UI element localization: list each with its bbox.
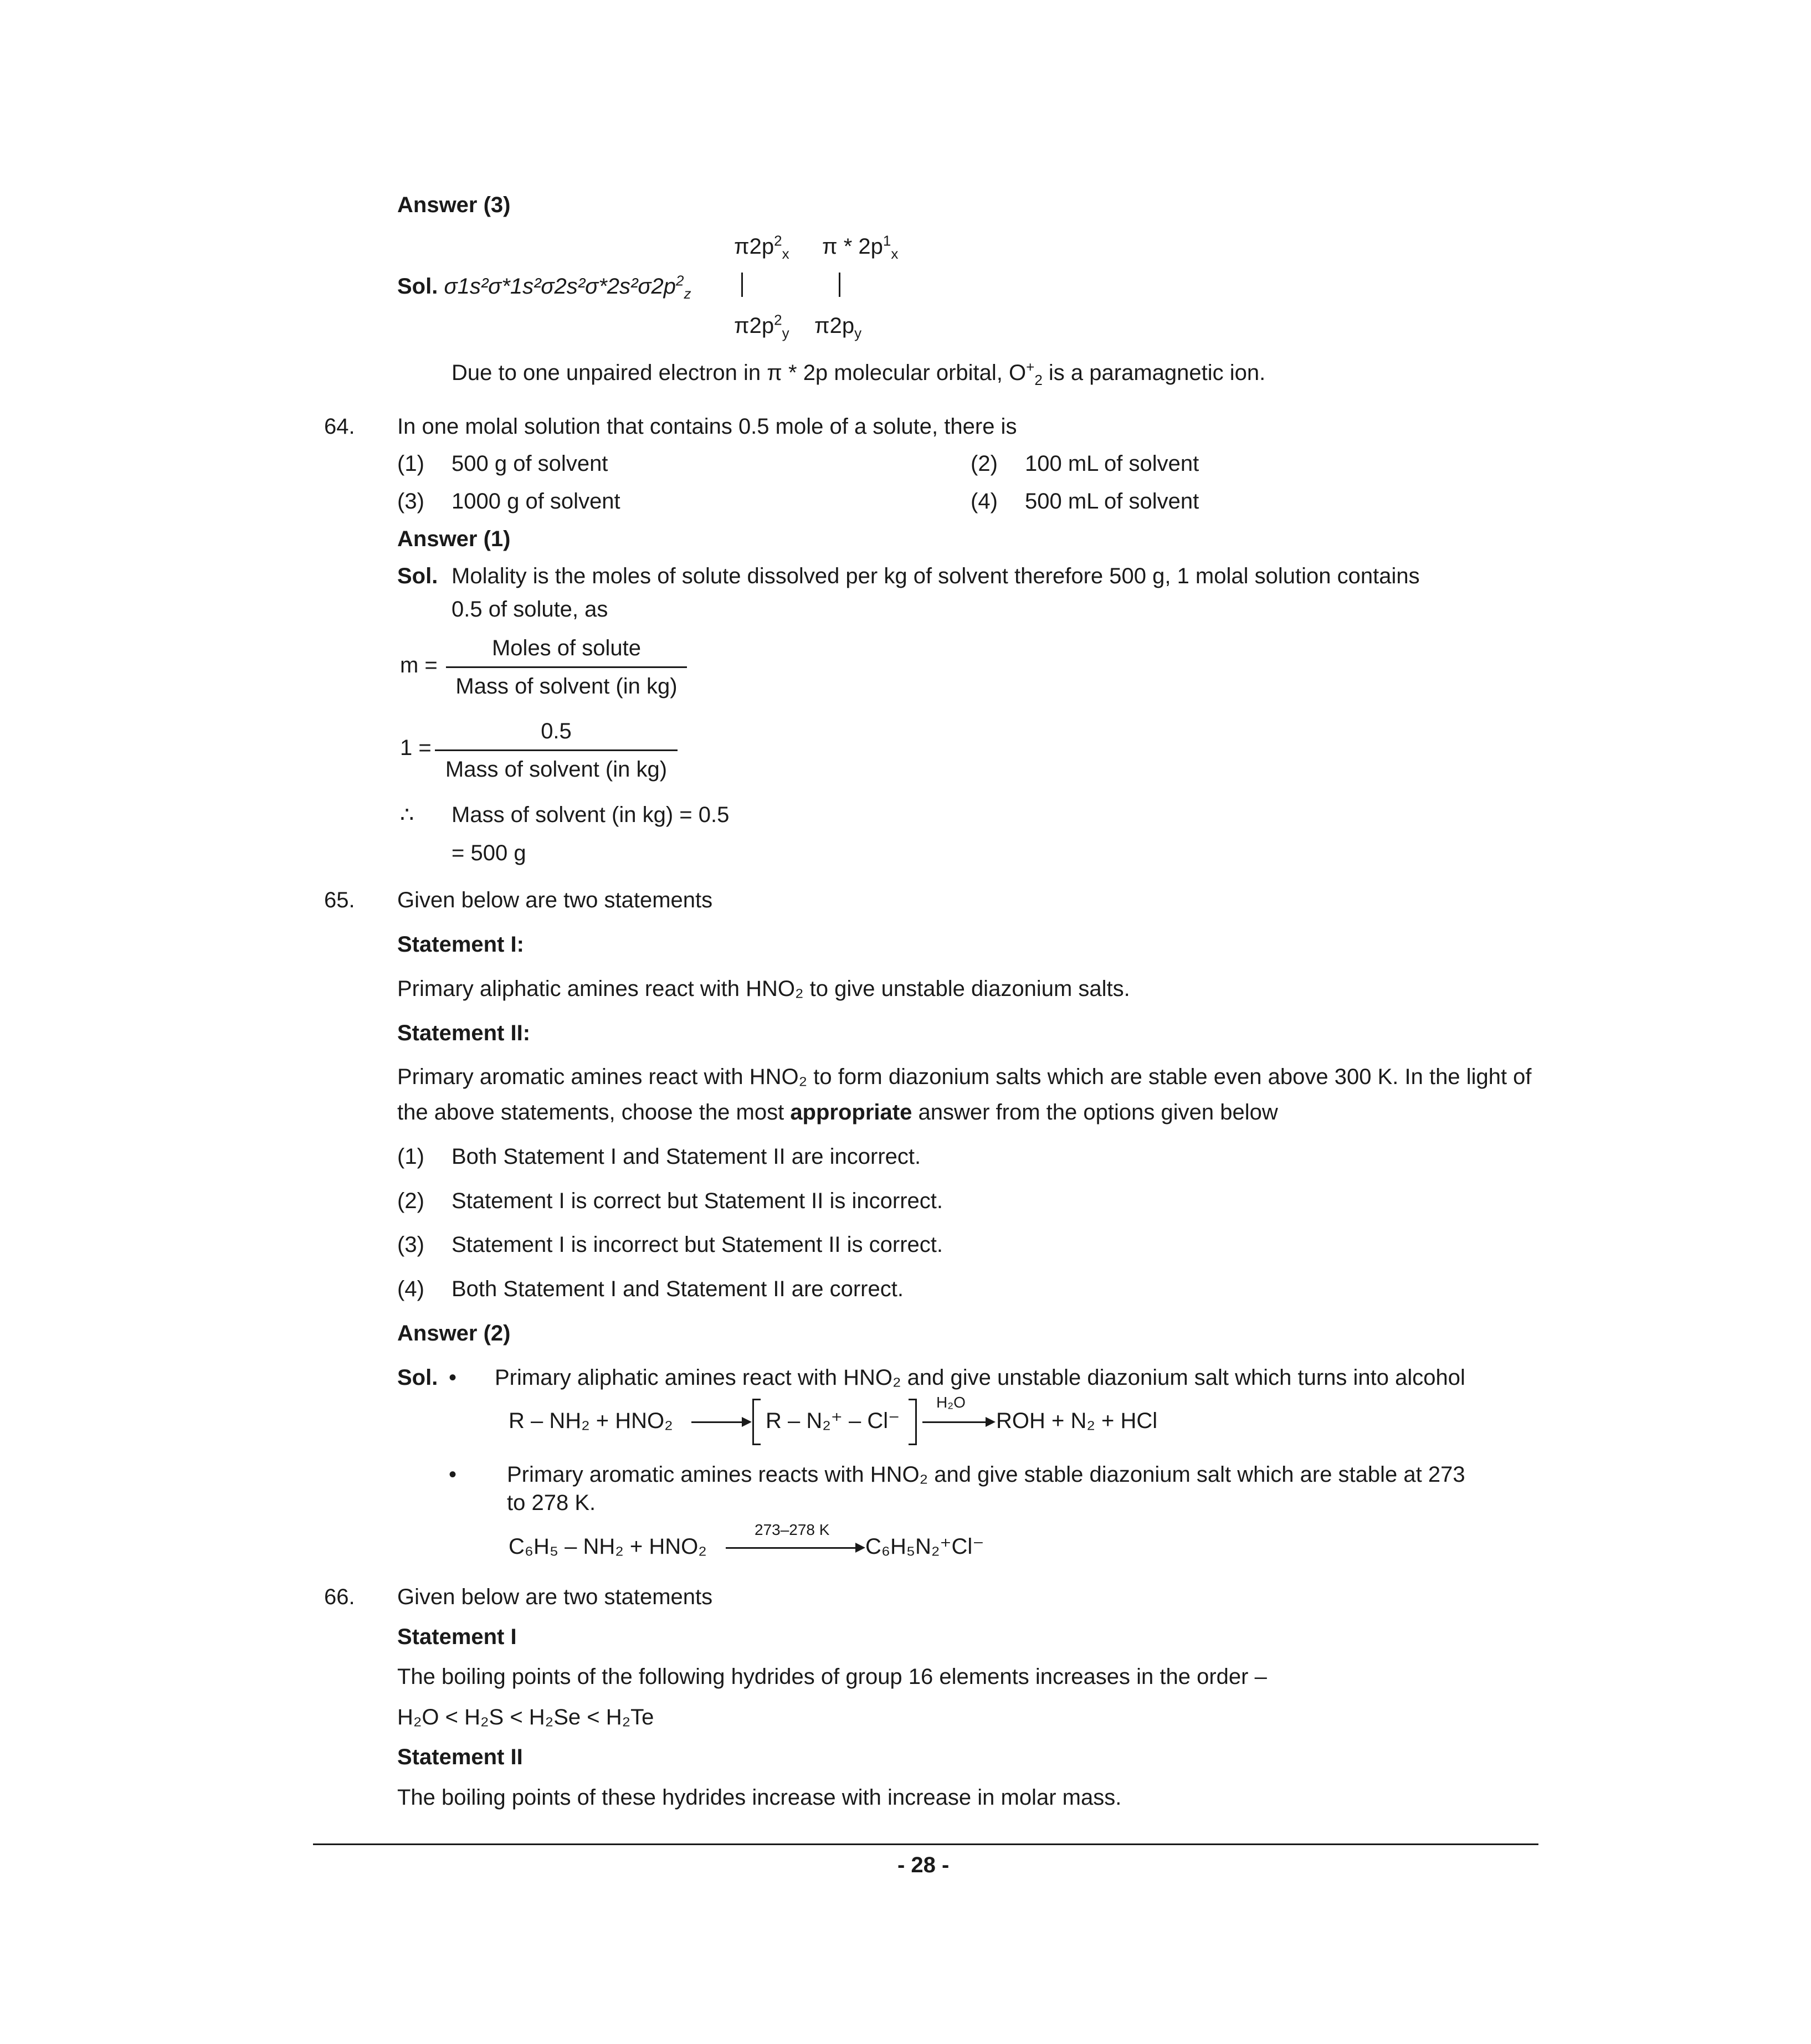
q64-option-3-text: 1000 g of solvent [452, 489, 620, 513]
reaction-1-arrow-2 [922, 1421, 993, 1423]
eq1-lhs: m = [400, 653, 438, 677]
molality-fraction: Moles of solute Mass of solvent (in kg) [446, 634, 687, 700]
reaction-2-reactants: C₆H₅ – NH₂ + HNO₂ [509, 1534, 707, 1559]
reaction-2-product: C₆H₅N₂⁺Cl⁻ [865, 1534, 984, 1559]
q63-pi-x: $\pi 2p^2_x$ [734, 232, 789, 262]
q65-option-2-text: Statement I is correct but Statement II is incorrect. [452, 1189, 943, 1213]
q66-statement-2-label: Statement II [397, 1745, 523, 1769]
reaction-2-arrow [726, 1547, 863, 1549]
footer-rule [313, 1843, 1538, 1845]
q66-statement-1-text: The boiling points of the following hydrides of group 16 elements increases in the order – [397, 1665, 1267, 1689]
q66-hydride-order: H₂O < H₂S < H₂Se < H₂Te [397, 1705, 654, 1729]
q64-option-4-text: 500 mL of solvent [1025, 489, 1199, 513]
reaction-1-products: ROH + N₂ + HCl [996, 1409, 1158, 1433]
q65-option-3-text: Statement I is incorrect but Statement II is correct. [452, 1232, 943, 1257]
q65-bullet-2b: to 278 K. [507, 1491, 596, 1515]
q65-option-1-text: Both Statement I and Statement II are incorrect. [452, 1144, 921, 1169]
q65-option-1: (1) [397, 1144, 424, 1169]
mo-bar-2 [839, 273, 840, 297]
reaction-1-arrow-1 [691, 1421, 750, 1423]
bracket-right [909, 1399, 917, 1445]
q65-option-3: (3) [397, 1232, 424, 1257]
molality-fraction-values: 0.5 Mass of solvent (in kg) [435, 717, 678, 783]
q65-option-2: (2) [397, 1189, 424, 1213]
reaction-1-condition: H₂O [936, 1394, 966, 1411]
q63-sol: Sol. $\sigma 1s^2\sigma*1s^2\sigma 2s^2\sigma*2s^2\sigma 2p^2_z$ [397, 272, 691, 302]
q63-pi-y2: $\pi 2p_y$ [814, 314, 862, 341]
o2-plus-ion: $O^+_2$ [1009, 358, 1043, 388]
reaction-2-condition: 273–278 K [755, 1521, 830, 1538]
q63-answer: Answer (3) [397, 193, 511, 217]
q65-statement-1-label: Statement I: [397, 932, 524, 957]
q64-option-4: (4) [971, 489, 998, 513]
q63-note: Due to one unpaired electron in π * 2p molecular orbital, $O^+_2$ is a paramagnetic ion. [452, 358, 1266, 388]
q64-result-1: Mass of solvent (in kg) = 0.5 [452, 803, 730, 827]
q64-number: 64. [324, 414, 355, 439]
reaction-1-reactants: R – NH₂ + HNO₂ [509, 1409, 673, 1433]
q65-option-4: (4) [397, 1277, 424, 1301]
q64-sol-label: Sol. [397, 564, 438, 588]
q65-statement-1-text: Primary aliphatic amines react with HNO₂ to give unstable diazonium salts. [397, 977, 1130, 1001]
reaction-1-intermediate: R – N₂⁺ – Cl⁻ [766, 1409, 900, 1433]
q65-sol-label: Sol. [397, 1365, 438, 1390]
q64-option-1-text: 500 g of solvent [452, 451, 608, 476]
eq2-lhs: 1 = [400, 736, 432, 760]
bullet-icon: • [449, 1462, 457, 1487]
therefore-symbol: ∴ [400, 803, 414, 827]
q65-option-4-text: Both Statement I and Statement II are correct. [452, 1277, 904, 1301]
q65-bullet-2a: Primary aromatic amines reacts with HNO₂ and give stable diazonium salt which are stable at 273 [507, 1462, 1465, 1487]
q64-option-2: (2) [971, 451, 998, 476]
mo-bar-1 [741, 273, 743, 297]
q65-statement-2-text: Primary aromatic amines react with HNO₂ to form diazonium salts which are stable even above 300 K. In the light of the above statements, choose the most appropriate answer from the options given below [397, 1065, 1532, 1124]
q65-number: 65. [324, 888, 355, 912]
bracket-left [752, 1399, 761, 1445]
q65-answer: Answer (2) [397, 1321, 511, 1345]
q65-bullet-1: Primary aliphatic amines react with HNO₂ and give unstable diazonium salt which turns into alcohol [495, 1365, 1465, 1390]
q64-question: In one molal solution that contains 0.5 mole of a solute, there is [397, 414, 1017, 439]
q64-sol-line1: Molality is the moles of solute dissolved per kg of solvent therefore 500 g, 1 molal solution contains [452, 564, 1420, 588]
q64-answer: Answer (1) [397, 527, 511, 551]
q65-intro: Given below are two statements [397, 888, 713, 912]
q66-statement-1-label: Statement I [397, 1625, 517, 1649]
q66-statement-2-text: The boiling points of these hydrides increase with increase in molar mass. [397, 1785, 1122, 1810]
q64-sol-line2: 0.5 of solute, as [452, 597, 608, 622]
q64-option-1: (1) [397, 451, 424, 476]
q66-number: 66. [324, 1585, 355, 1609]
q63-pi-star-x: π * $2p^1_x$ [822, 232, 899, 262]
q65-statement-2-label: Statement II: [397, 1021, 531, 1045]
q63-pi-y: $\pi 2p^2_y$ [734, 311, 789, 341]
bullet-icon: • [449, 1365, 457, 1390]
q66-intro: Given below are two statements [397, 1585, 713, 1609]
q64-result-2: = 500 g [452, 841, 526, 865]
q64-option-2-text: 100 mL of solvent [1025, 451, 1199, 476]
mo-configuration: $\sigma 1s^2\sigma*1s^2\sigma 2s^2\sigma*2s^2\sigma 2p^2_z$ [444, 272, 691, 302]
page-number: - 28 - [897, 1853, 950, 1877]
q64-option-3: (3) [397, 489, 424, 513]
